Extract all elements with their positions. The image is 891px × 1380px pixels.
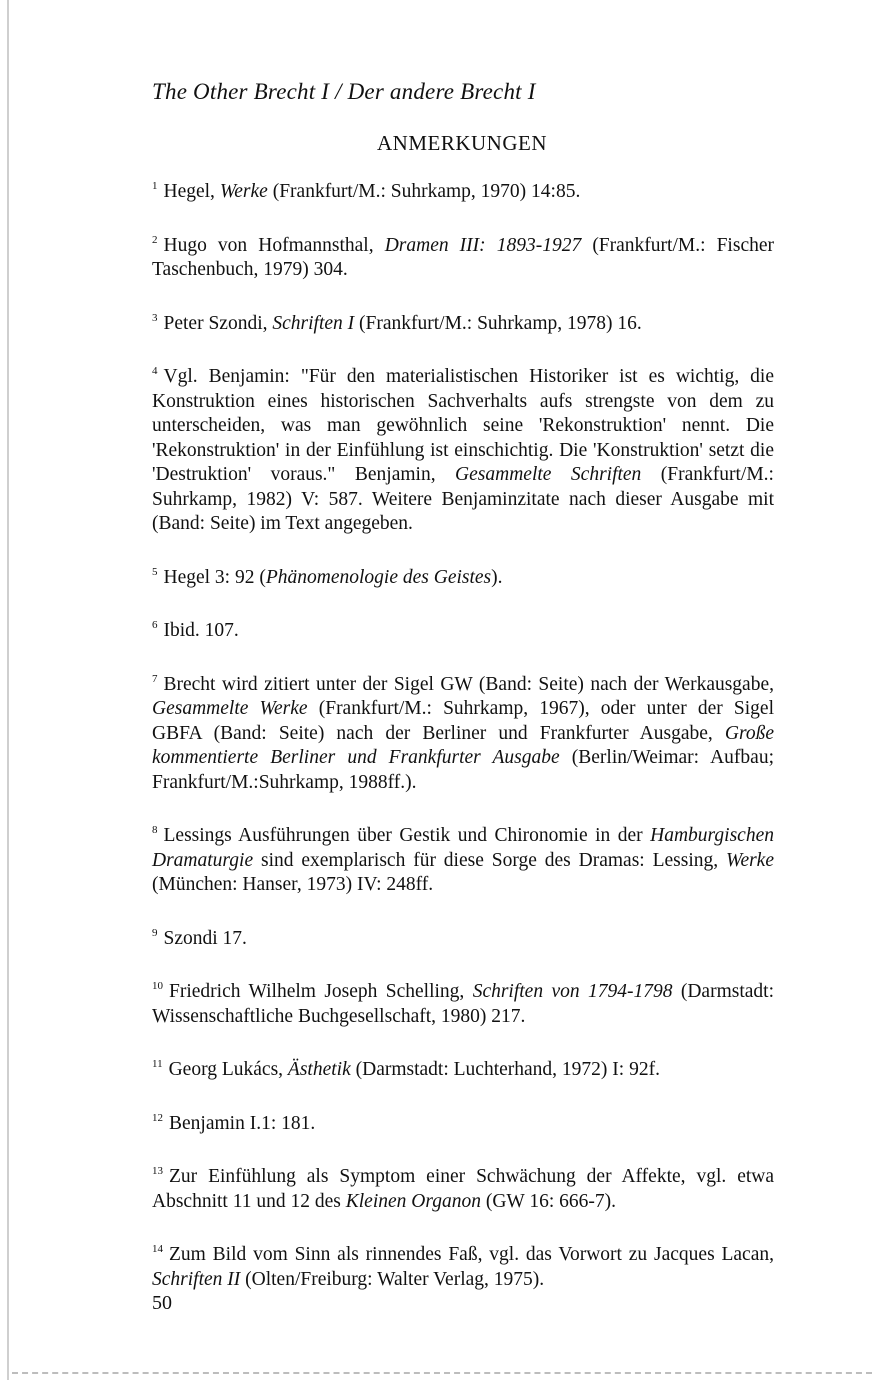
endnote-text: (Berlin/Weimar: Aufbau; Frankfurt/M.:Suhrkamp, 1988ff.).	[152, 747, 774, 793]
endnote-number: 2	[152, 233, 158, 246]
endnote-number: 9	[152, 926, 158, 939]
endnote-12	[152, 1112, 774, 1137]
endnote-title-italic: Schriften von 1794-1798	[472, 981, 673, 1002]
endnote-number: 4	[152, 365, 158, 377]
endnote-5	[152, 566, 774, 591]
endnote-title-italic: Schriften II	[152, 1268, 241, 1290]
endnote-text: Lessings Ausführungen über Gestik und Chironomie in der	[163, 825, 651, 846]
endnote-number: 5	[152, 565, 158, 578]
endnote-text: Hegel 3: 92 (	[163, 566, 266, 588]
endnote-text: Hegel,	[163, 181, 220, 202]
endnote-text: Ibid. 107.	[163, 620, 239, 641]
endnote-text: (GW 16: 666-7).	[480, 1190, 617, 1212]
endnote-14	[152, 1243, 774, 1292]
section-heading: ANMERKUNGEN	[377, 131, 547, 155]
endnote-text: sind exemplarisch für diese Sorge des Dramas: Lessing,	[253, 849, 726, 871]
endnote-title-italic: Werke	[725, 849, 774, 871]
endnote-text: (Frankfurt/M.: Suhrkamp, 1982) V: 587. Weitere Benjaminzitate nach dieser Ausgabe mit (Band: Seite) im Text angegeben.	[152, 464, 774, 534]
running-head: The Other Brecht I / Der andere Brecht I	[152, 79, 536, 104]
endnote-number: 11	[152, 1058, 163, 1070]
endnote-text: Brecht wird zitiert unter der Sigel GW (Band: Seite) nach der Werkausgabe,	[163, 673, 774, 695]
endnote-number: 6	[152, 619, 158, 631]
endnote-number: 7	[152, 672, 158, 685]
endnote-13	[152, 1165, 774, 1214]
endnote-text: Zum Bild vom Sinn als rinnendes Faß, vgl. das Vorwort zu Jacques Lacan,	[169, 1244, 774, 1265]
endnote-text: Peter Szondi,	[163, 312, 273, 334]
endnote-text: Hugo von Hofmannsthal,	[163, 234, 385, 256]
endnote-3	[152, 312, 774, 337]
endnotes-list	[152, 180, 774, 1321]
endnote-title-italic: Große kommentierte Berliner und Frankfurter Ausgabe	[152, 722, 774, 768]
endnote-text: (München: Hanser, 1973) IV: 248ff.	[152, 874, 434, 895]
endnote-text: (Darmstadt: Luchterhand, 1972) I: 92f.	[350, 1059, 660, 1080]
endnote-title-italic: Gesammelte Werke	[152, 698, 308, 719]
endnote-10	[152, 980, 774, 1029]
endnote-title-italic: Dramen III: 1893-1927	[384, 234, 582, 256]
endnote-title-italic: Hamburgischen Dramaturgie	[152, 825, 774, 871]
endnote-title-italic: Schriften I	[272, 312, 355, 334]
endnote-text: (Darmstadt: Wissenschaftliche Buchgesellschaft, 1980) 217.	[152, 981, 774, 1027]
endnote-2	[152, 234, 774, 283]
endnote-text: Benjamin I.1: 181.	[169, 1112, 316, 1134]
endnote-6	[152, 619, 774, 644]
endnote-title-italic: Ästhetik	[287, 1059, 351, 1080]
endnote-number: 3	[152, 311, 158, 324]
endnote-number: 14	[152, 1243, 163, 1255]
endnote-11	[152, 1058, 774, 1083]
endnote-text: Georg Lukács,	[168, 1059, 288, 1080]
endnote-text: (Frankfurt/M.: Suhrkamp, 1967), oder unter der Sigel GBFA (Band: Seite) nach der Berliner und Frankfurter Ausgabe,	[152, 698, 774, 744]
endnote-number: 8	[152, 824, 158, 836]
endnote-text: Vgl. Benjamin: "Für den materialistischen Historiker ist es wichtig, die Konstruktion eines historischen Sachverhalts aufs strengste von dem zu unterscheiden, was man gewöhnlich seine 'Rekonstruktion' nennt. Die 'Rekonstruktion' in der Einfühlung ist einschichtig. Die 'Konstruktion' setzt die 'Destruktion' voraus." Benjamin,	[152, 366, 774, 485]
endnote-title-italic: Gesammelte Schriften	[455, 464, 642, 485]
endnote-text: Friedrich Wilhelm Joseph Schelling,	[169, 981, 473, 1002]
endnote-4	[152, 365, 774, 537]
page-number: 50	[152, 1292, 172, 1314]
endnote-number: 1	[152, 180, 158, 192]
page-bottom-edge	[12, 1372, 872, 1374]
endnote-text: (Olten/Freiburg: Walter Verlag, 1975).	[240, 1268, 545, 1290]
page-binding-edge	[7, 0, 9, 1380]
endnote-number: 12	[152, 1111, 163, 1124]
endnote-8	[152, 824, 774, 898]
endnote-text: Szondi 17.	[163, 927, 247, 949]
endnote-text: Zur Einfühlung als Symptom einer Schwächung der Affekte, vgl. etwa Abschnitt 11 und 12 des	[152, 1166, 774, 1212]
endnote-title-italic: Werke	[219, 181, 268, 202]
endnote-7	[152, 673, 774, 796]
endnote-title-italic: Kleinen Organon	[345, 1190, 481, 1212]
endnote-text: (Frankfurt/M.: Suhrkamp, 1970) 14:85.	[267, 181, 581, 202]
endnote-title-italic: Phänomenologie des Geistes	[265, 566, 492, 588]
endnote-number: 10	[152, 980, 163, 992]
endnote-text: (Frankfurt/M.: Suhrkamp, 1978) 16.	[354, 312, 642, 334]
endnote-text: (Frankfurt/M.: Fischer Taschenbuch, 1979) 304.	[152, 234, 774, 280]
endnote-9	[152, 927, 774, 952]
endnote-text: ).	[491, 566, 503, 588]
endnote-number: 13	[152, 1165, 163, 1177]
endnote-1	[152, 180, 774, 205]
